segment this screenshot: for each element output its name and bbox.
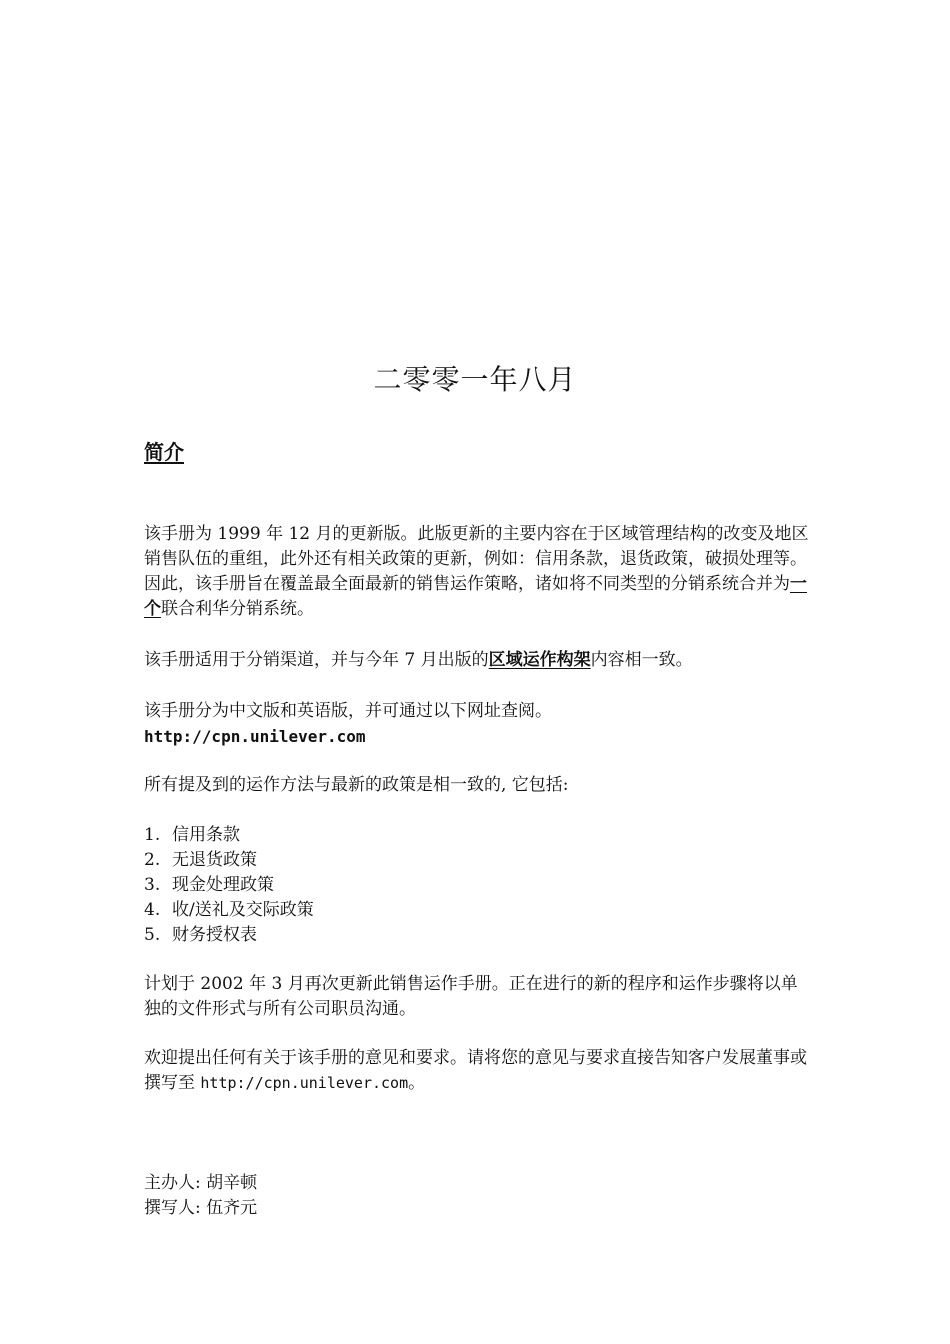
website-link[interactable]: http://cpn.unilever.com <box>144 727 366 746</box>
paragraph-feedback <box>144 1046 809 1096</box>
paragraph-text: 内容相一致。 <box>590 650 693 670</box>
paragraph-text: 欢迎提出任何有关于该手册的意见和要求。请将您的意见与要求直接告知客户发展董事或撰写至 <box>144 1048 807 1093</box>
page-title: 二零零一年八月 <box>373 363 577 396</box>
credits <box>144 1171 809 1221</box>
list-text: 收/送礼及交际政策 <box>172 900 314 920</box>
feedback-link[interactable]: http://cpn.unilever.com <box>200 1074 409 1092</box>
paragraph-text: 该手册为 1999 年 12 月的更新版。此版更新的主要内容在于区域管理结构的改变及地区销售队伍的重组，此外还有相关政策的更新，例如：信用条款，退货政策，破损处理等。因此，该手册旨在覆盖最全面最新的销售运作策略，诸如将不同类型的分销系统合并为 <box>144 524 809 594</box>
list-item <box>144 923 314 948</box>
paragraph-policies-intro <box>144 773 809 798</box>
emphasis-text: 一个 <box>144 574 807 619</box>
list-text: 无退货政策 <box>172 850 257 870</box>
emphasis-text: 区域运作构架 <box>488 650 591 670</box>
author-line: 撰写人: 伍齐元 <box>144 1198 258 1218</box>
list-item <box>144 848 314 873</box>
paragraph-next-update <box>144 972 809 1022</box>
paragraph-text: 联合利华分销系统。 <box>161 599 314 619</box>
list-text: 信用条款 <box>172 825 240 845</box>
paragraph-text: 该手册分为中文版和英语版，并可通过以下网址查阅。 <box>144 701 552 721</box>
paragraph-text: 所有提及到的运作方法与最新的政策是相一致的, 它包括: <box>144 775 569 795</box>
sponsor-line: 主办人: 胡辛顿 <box>144 1173 258 1193</box>
section-heading-intro: 简介 <box>144 440 184 464</box>
list-number: 4. <box>144 900 161 920</box>
list-number: 1. <box>144 825 161 845</box>
paragraph-channel <box>144 648 809 673</box>
list-item <box>144 898 314 923</box>
list-number: 3. <box>144 875 161 895</box>
list-number: 2. <box>144 850 161 870</box>
list-item <box>144 823 314 848</box>
paragraph-text: 计划于 2002 年 3 月再次更新此销售运作手册。正在进行的新的程序和运作步骤将以单独的文件形式与所有公司职员沟通。 <box>144 974 798 1019</box>
paragraph-text: 。 <box>408 1073 426 1093</box>
paragraph-text: 该手册适用于分销渠道，并与今年 7 月出版的 <box>144 650 489 670</box>
list-item <box>144 873 314 898</box>
paragraph-update-summary <box>144 522 809 622</box>
list-text: 财务授权表 <box>172 925 257 945</box>
list-number: 5. <box>144 925 161 945</box>
paragraph-versions <box>144 699 809 749</box>
list-text: 现金处理政策 <box>172 875 274 895</box>
policy-list <box>144 823 314 948</box>
